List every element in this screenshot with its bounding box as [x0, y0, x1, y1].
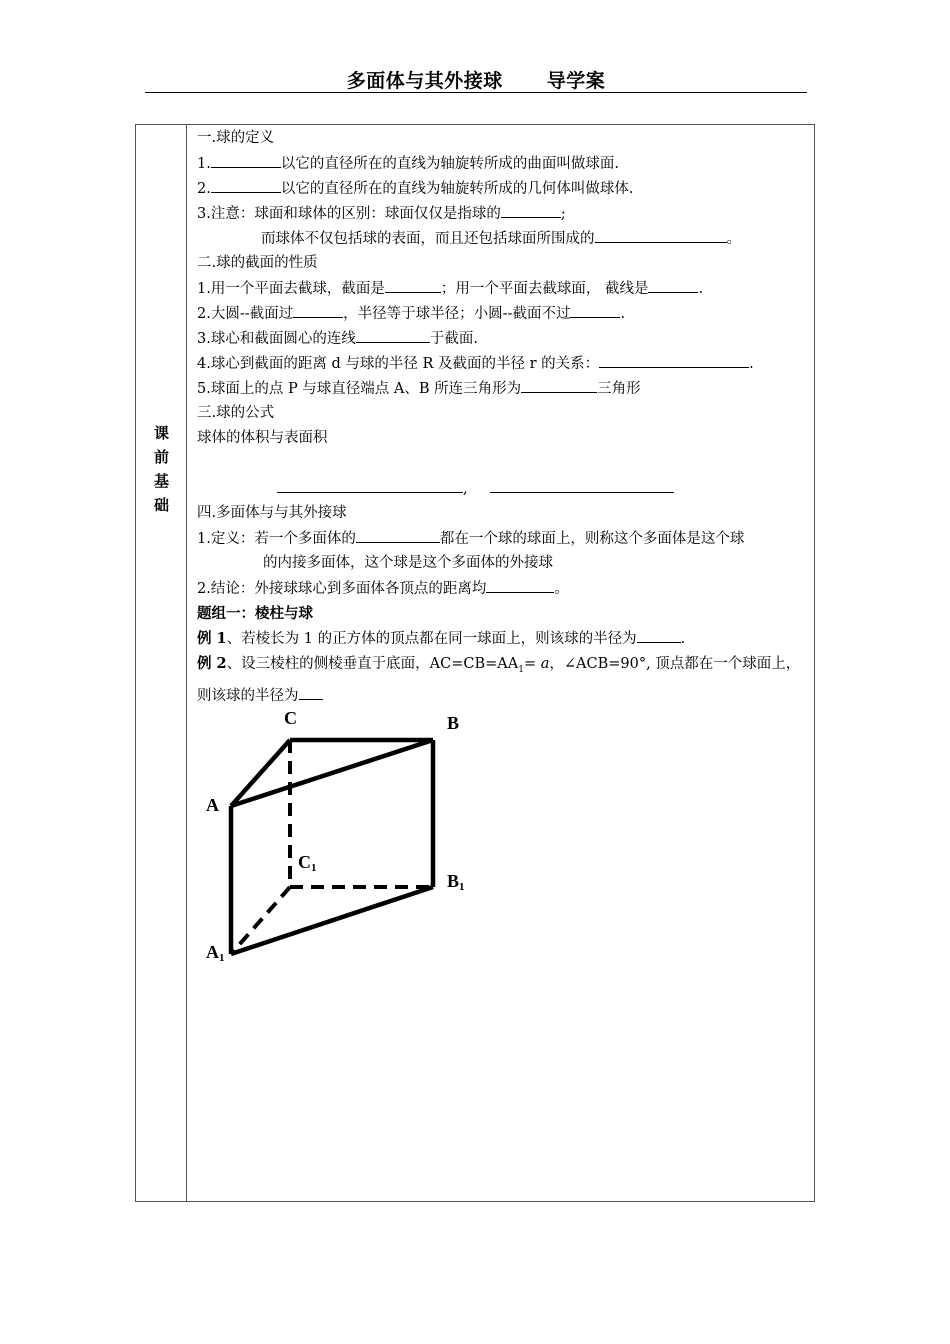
section-title: 四.多面体与与其外接球 — [197, 505, 347, 521]
line: 1.定义：若一个多面体的 都在一个球的球面上，则称这个多面体是这个球 — [197, 526, 811, 551]
vertex-label-C1: C1 — [298, 852, 317, 874]
worksheet-table — [135, 124, 815, 1202]
line: 而球体不仅包括球的表面，而且还包括球面所围成的 。 — [197, 226, 811, 251]
main-content — [197, 126, 811, 709]
line: 2.结论：外接球球心到多面体各顶点的距离均 。 — [197, 576, 811, 601]
volume-blank[interactable] — [277, 476, 463, 493]
side-column — [136, 125, 187, 1201]
fill-blank[interactable] — [356, 526, 440, 543]
vertex-label-A1: A1 — [206, 942, 225, 964]
line: 4.球心到截面的距离 d 与球的半径 R 及截面的半径 r 的关系： . — [197, 351, 811, 376]
fill-blank[interactable] — [356, 326, 430, 343]
line: 1. 以它的直径所在的直线为轴旋转所成的曲面叫做球面. — [197, 151, 811, 176]
line: 3.球心和截面圆心的连线 于截面. — [197, 326, 811, 351]
line: 1.用一个平面去截球，截面是 ；用一个平面去截球面， 截线是 . — [197, 276, 811, 301]
fill-blank[interactable] — [299, 683, 323, 700]
section-title: 二.球的截面的性质 — [197, 255, 318, 271]
fill-blank[interactable] — [385, 276, 441, 293]
fill-blank[interactable] — [501, 201, 561, 218]
line: 5.球面上的点 P 与球直径端点 A、B 所连三角形为 三角形 — [197, 376, 811, 401]
fill-blank[interactable] — [595, 226, 727, 243]
formula-blanks: , — [197, 476, 811, 501]
side-char: 基 — [153, 472, 169, 490]
vertex-label-B: B — [447, 713, 460, 733]
vertex-label-C: C — [284, 708, 297, 728]
prism-figure — [195, 700, 485, 980]
fill-blank[interactable] — [211, 176, 281, 193]
area-blank[interactable] — [490, 476, 674, 493]
fill-blank[interactable] — [648, 276, 698, 293]
fill-blank[interactable] — [293, 301, 343, 318]
example-2: 例 2、设三棱柱的侧棱垂直于底面，$AC=CB=AA_1= a$，∠ACB=90°, 顶点都在一个球面上，则该球的半径为 — [197, 655, 801, 704]
line: 2. 以它的直径所在的直线为轴旋转所成的几何体叫做球体. — [197, 176, 811, 201]
fill-blank[interactable] — [599, 351, 749, 368]
line: 的内接多面体，这个球是这个多面体的外接球 — [263, 555, 553, 571]
section-title: 一.球的定义 — [197, 130, 275, 146]
line: 球体的体积与表面积 — [197, 430, 328, 446]
vertex-label-A: A — [206, 795, 219, 815]
page-header — [145, 66, 807, 93]
fill-blank[interactable] — [570, 301, 620, 318]
doc-title: 多面体与其外接球 — [346, 70, 503, 92]
fill-blank[interactable] — [637, 626, 681, 643]
section-title: 三.球的公式 — [197, 405, 275, 421]
side-char: 前 — [153, 448, 169, 466]
side-char: 课 — [153, 424, 169, 442]
group-title: 题组一：棱柱与球 — [197, 605, 313, 622]
side-label — [136, 421, 187, 517]
line: 3.注意：球面和球体的区别：球面仅仅是指球的 ; — [197, 201, 811, 226]
fill-blank[interactable] — [211, 151, 281, 168]
fill-blank[interactable] — [521, 376, 597, 393]
example-1: 例 1、若棱长为 1 的正方体的顶点都在同一球面上，则该球的半径为 . — [197, 626, 811, 651]
line: 2.大圆--截面过 ，半径等于球半径；小圆--截面不过 . — [197, 301, 811, 326]
doc-subtitle: 导学案 — [546, 70, 606, 92]
vertex-label-B1: B1 — [447, 871, 465, 893]
side-char: 础 — [153, 496, 169, 514]
fill-blank[interactable] — [486, 576, 554, 593]
